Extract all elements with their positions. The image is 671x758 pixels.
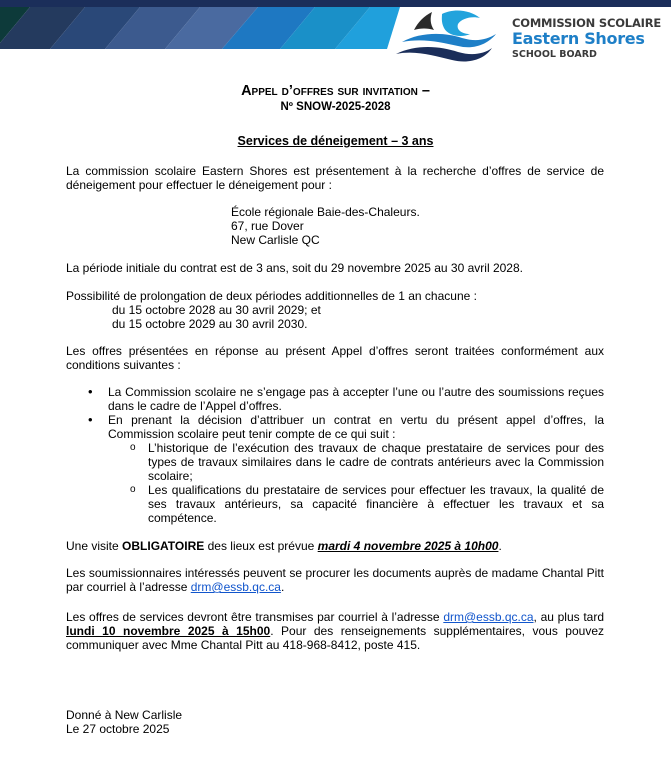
submission-text-after: . Pour des renseignements supplémentaires, vous pouvez communiquer avec Mme Chantal Pitt au 418-968-8412, poste 415. (66, 624, 605, 652)
conditions-list (66, 385, 604, 525)
period-paragraph (66, 261, 604, 275)
documents-text-after: . (280, 580, 285, 594)
signature-place: Donné à New Carlisle (66, 708, 183, 722)
conditions-intro-paragraph (66, 344, 604, 372)
sub-condition-text: o Les qualifications du prestataire de services pour effectuer les travaux, la qualité de ses travaux antérieurs, sa capacité financière à effectuer les travaux et sa compétence. (148, 483, 604, 525)
sub-condition-item (66, 483, 604, 525)
condition-text: • En prenant la décision d’attribuer un contrat en vertu du présent appel d’offres, la Commission scolaire peut tenir compte de ce qui suit : (108, 413, 604, 441)
conditions-intro-text: Les offres présentées en réponse au présent Appel d’offres seront traitées conformément aux conditions suivantes : (66, 344, 604, 372)
condition-item (66, 385, 604, 413)
address-line-2: 67, rue Dover (231, 219, 304, 233)
visit-mandatory: OBLIGATOIRE (122, 539, 205, 553)
extension-period-1: du 15 octobre 2028 au 30 avril 2029; et (112, 303, 321, 317)
submission-paragraph (66, 610, 604, 652)
submission-deadline: lundi 10 novembre 2025 à 15h00 (66, 624, 271, 638)
sub-condition-text: o L’historique de l’exécution des travaux de chaque prestataire de services pour des types de travaux similaires dans le cadre de contrats antérieurs avec la Commission scolaire; (148, 441, 604, 483)
visit-date: mardi 4 novembre 2025 à 10h00 (317, 539, 499, 553)
logo-line-3: SCHOOL BOARD (512, 49, 597, 60)
reference-number: Nº SNOW-2025-2028 (280, 101, 391, 113)
signature-block (66, 708, 604, 736)
condition-text: • La Commission scolaire ne s’engage pas à accepter l’une ou l’autre des soumissions reçues dans le cadre de l’Appel d’offres. (108, 385, 604, 413)
submission-text: Les offres de services devront être transmises par courriel à l’adresse (66, 610, 444, 624)
intro-text: La commission scolaire Eastern Shores est présentement à la recherche d’offres de service de déneigement pour effectuer le déneigement pour : (66, 164, 604, 192)
visit-paragraph (66, 539, 604, 553)
condition-item (66, 413, 604, 441)
visit-text-middle: des lieux est prévue (204, 539, 318, 553)
submission-email-link[interactable]: drm@essb.qc.ca (443, 610, 534, 624)
documents-email-link[interactable]: drm@essb.qc.ca (190, 580, 281, 594)
visit-text-before: Une visite (66, 539, 123, 553)
wave-whale-tail-icon (386, 8, 506, 66)
logo-wordmark (512, 16, 661, 61)
documents-paragraph (66, 566, 604, 594)
sub-condition-item (66, 441, 604, 483)
document-title-text: Appel d’offres sur invitation – (241, 83, 430, 99)
extension-intro: Possibilité de prolongation de deux périodes additionnelles de 1 an chacune : (66, 289, 477, 303)
section-title: Services de déneigement – 3 ans (237, 134, 434, 148)
submission-text-middle: , au plus tard (533, 610, 605, 624)
header-top-bar (0, 0, 671, 7)
signature-date: Le 27 octobre 2025 (66, 722, 170, 736)
address-line-1: École régionale Baie-des-Chaleurs. (231, 205, 420, 219)
address-block (66, 205, 604, 247)
logo-line-1: COMMISSION SCOLAIRE (512, 16, 662, 30)
documents-text: Les soumissionnaires intéressés peuvent se procurer les documents auprès de madame Chantal Pitt par courriel à l’adresse (66, 566, 604, 594)
visit-text-after: . (498, 539, 502, 553)
intro-paragraph (66, 164, 604, 192)
address-line-3: New Carlisle QC (231, 233, 320, 247)
period-text: La période initiale du contrat est de 3 ans, soit du 29 novembre 2025 au 30 avril 2028. (66, 261, 523, 275)
logo-line-2: Eastern Shores (512, 29, 645, 48)
header-stripe-band (0, 7, 400, 49)
extension-block (66, 289, 604, 331)
document-title (0, 83, 671, 99)
extension-period-2: du 15 octobre 2029 au 30 avril 2030. (112, 317, 308, 331)
